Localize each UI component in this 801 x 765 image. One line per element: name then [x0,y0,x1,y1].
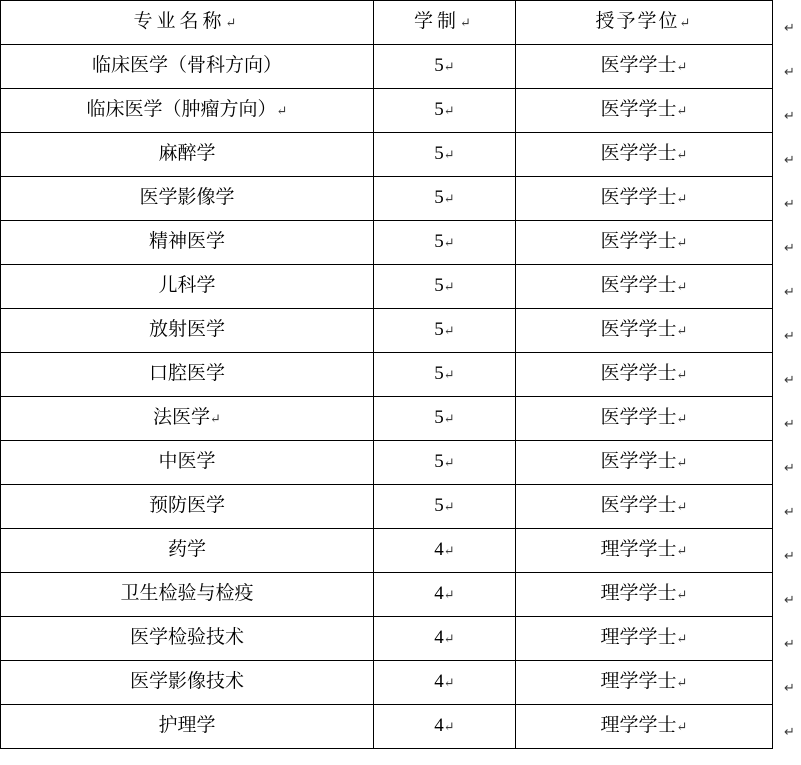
major-name-text: 口腔医学 [148,363,225,385]
paragraph-mark-icon: ↵ [784,196,795,211]
cell-degree [516,133,773,177]
column-header-major-name [1,1,374,45]
major-name-text: 护理学 [158,715,216,737]
table-body [1,45,773,749]
paragraph-mark-icon: ↵ [676,235,688,251]
major-name-text: 放射医学 [148,319,225,341]
paragraph-mark-icon: ↵ [443,59,455,75]
cell-degree [516,221,773,265]
paragraph-mark-icon: ↵ [784,20,795,35]
cell-years [374,265,516,309]
paragraph-mark-icon: ↵ [443,147,455,163]
major-name-text: 精神医学 [148,231,225,253]
paragraph-mark-icon: ↵ [676,367,688,383]
table-row [1,221,773,265]
paragraph-mark-icon: ↵ [676,543,688,559]
paragraph-mark-icon: ↵ [676,587,688,603]
paragraph-mark-icon: ↵ [443,543,455,559]
paragraph-mark-icon: ↵ [443,631,455,647]
degree-text: 理学学士 [600,539,677,561]
degree-text: 医学学士 [600,319,677,341]
paragraph-mark-icon: ↵ [676,411,688,427]
table-row [1,265,773,309]
cell-years [374,221,516,265]
years-text: 5 [434,99,444,121]
cell-degree [516,661,773,705]
degree-text: 医学学士 [600,451,677,473]
cell-years [374,133,516,177]
paragraph-mark-icon: ↵ [443,719,455,735]
paragraph-mark-icon: ↵ [784,460,795,475]
major-name-text: 法医学 [153,407,211,429]
cell-years [374,353,516,397]
paragraph-mark-icon: ↵ [784,328,795,343]
paragraph-mark-icon: ↵ [443,323,455,339]
cell-major-name [1,661,374,705]
paragraph-mark-icon: ↵ [676,719,688,735]
paragraph-mark-icon: ↵ [784,548,795,563]
years-text: 5 [434,55,444,77]
cell-degree [516,617,773,661]
table-row [1,661,773,705]
paragraph-mark-icon: ↵ [443,279,455,295]
paragraph-mark-icon: ↵ [676,323,688,339]
years-text: 5 [434,363,444,385]
years-text: 5 [434,187,444,209]
table-row [1,529,773,573]
paragraph-mark-icon: ↵ [784,152,795,167]
major-name-text: 医学检验技术 [129,627,244,649]
degree-text: 医学学士 [600,55,677,77]
table-row [1,397,773,441]
paragraph-mark-icon: ↵ [784,108,795,123]
cell-degree [516,265,773,309]
major-name-text: 医学影像学 [139,187,235,209]
years-text: 4 [434,715,444,737]
paragraph-mark-icon: ↵ [784,284,795,299]
cell-major-name [1,441,374,485]
major-name-text: 药学 [167,539,206,561]
cell-years [374,485,516,529]
degree-text: 医学学士 [600,143,677,165]
cell-major-name [1,529,374,573]
cell-years [374,661,516,705]
cell-degree [516,177,773,221]
table-header [1,1,773,45]
degree-text: 医学学士 [600,407,677,429]
column-header-years [374,1,516,45]
degree-text: 理学学士 [600,627,677,649]
paragraph-mark-icon: ↵ [676,147,688,163]
paragraph-mark-icon: ↵ [676,191,688,207]
cell-major-name [1,221,374,265]
paragraph-mark-icon: ↵ [679,15,693,31]
paragraph-mark-icon: ↵ [784,416,795,431]
cell-major-name [1,485,374,529]
cell-major-name [1,133,374,177]
cell-major-name [1,89,374,133]
degree-text: 医学学士 [600,187,677,209]
cell-years [374,441,516,485]
column-header-degree [516,1,773,45]
paragraph-mark-icon: ↵ [676,279,688,295]
margin-paragraph-marks [784,0,801,765]
cell-years [374,309,516,353]
paragraph-mark-icon: ↵ [443,499,455,515]
paragraph-mark-icon: ↵ [676,631,688,647]
years-text: 4 [434,583,444,605]
table-row [1,45,773,89]
table-header-row [1,1,773,45]
table-row [1,309,773,353]
major-name-text: 医学影像技术 [129,671,244,693]
major-name-text: 临床医学（骨科方向） [91,55,282,77]
degree-text: 理学学士 [600,715,677,737]
cell-years [374,89,516,133]
major-name-text: 预防医学 [148,495,225,517]
cell-degree [516,441,773,485]
table-row [1,353,773,397]
column-header-years-text: 学制 [414,11,461,33]
years-text: 5 [434,319,444,341]
paragraph-mark-icon: ↵ [443,455,455,471]
cell-years [374,45,516,89]
cell-major-name [1,45,374,89]
paragraph-mark-icon: ↵ [443,367,455,383]
degree-text: 理学学士 [600,671,677,693]
cell-major-name [1,265,374,309]
cell-major-name [1,397,374,441]
paragraph-mark-icon: ↵ [784,680,795,695]
degree-text: 医学学士 [600,495,677,517]
degree-text: 医学学士 [600,363,677,385]
degree-text: 医学学士 [600,231,677,253]
paragraph-mark-icon: ↵ [784,636,795,651]
paragraph-mark-icon: ↵ [460,15,475,31]
cell-years [374,177,516,221]
years-text: 4 [434,627,444,649]
years-text: 4 [434,539,444,561]
major-name-text: 中医学 [158,451,216,473]
table-row [1,441,773,485]
cell-degree [516,529,773,573]
cell-major-name [1,353,374,397]
column-header-degree-text: 授予学位 [595,11,680,33]
table-row [1,573,773,617]
cell-degree [516,485,773,529]
cell-degree [516,573,773,617]
paragraph-mark-icon: ↵ [276,103,288,119]
column-header-major-name-text: 专业名称 [133,11,226,33]
years-text: 5 [434,231,444,253]
paragraph-mark-icon: ↵ [676,455,688,471]
years-text: 4 [434,671,444,693]
table-row [1,705,773,749]
degree-text: 医学学士 [600,99,677,121]
cell-major-name [1,177,374,221]
cell-major-name [1,617,374,661]
paragraph-mark-icon: ↵ [784,372,795,387]
paragraph-mark-icon: ↵ [784,504,795,519]
cell-major-name [1,573,374,617]
table-row [1,177,773,221]
paragraph-mark-icon: ↵ [225,15,241,31]
paragraph-mark-icon: ↵ [784,240,795,255]
cell-years [374,617,516,661]
years-text: 5 [434,451,444,473]
paragraph-mark-icon: ↵ [784,64,795,79]
paragraph-mark-icon: ↵ [676,103,688,119]
major-name-text: 麻醉学 [158,143,216,165]
cell-degree [516,89,773,133]
cell-years [374,705,516,749]
paragraph-mark-icon: ↵ [676,499,688,515]
major-name-text: 儿科学 [158,275,216,297]
major-name-text: 卫生检验与检疫 [120,583,254,605]
degree-text: 医学学士 [600,275,677,297]
cell-degree [516,45,773,89]
cell-degree [516,397,773,441]
paragraph-mark-icon: ↵ [443,411,455,427]
cell-degree [516,353,773,397]
table-row [1,485,773,529]
table-row [1,617,773,661]
paragraph-mark-icon: ↵ [676,675,688,691]
years-text: 5 [434,407,444,429]
years-text: 5 [434,143,444,165]
cell-years [374,573,516,617]
table-row [1,133,773,177]
paragraph-mark-icon: ↵ [784,724,795,739]
cell-major-name [1,705,374,749]
cell-years [374,529,516,573]
paragraph-mark-icon: ↵ [443,587,455,603]
table-row [1,89,773,133]
paragraph-mark-icon: ↵ [443,103,455,119]
degree-text: 理学学士 [600,583,677,605]
cell-major-name [1,309,374,353]
years-text: 5 [434,275,444,297]
paragraph-mark-icon: ↵ [784,592,795,607]
major-name-text: 临床医学（肿瘤方向） [86,99,277,121]
cell-degree [516,705,773,749]
paragraph-mark-icon: ↵ [443,675,455,691]
paragraph-mark-icon: ↵ [676,59,688,75]
paragraph-mark-icon: ↵ [443,235,455,251]
years-text: 5 [434,495,444,517]
cell-years [374,397,516,441]
cell-degree [516,309,773,353]
paragraph-mark-icon: ↵ [210,411,221,427]
paragraph-mark-icon: ↵ [443,191,455,207]
